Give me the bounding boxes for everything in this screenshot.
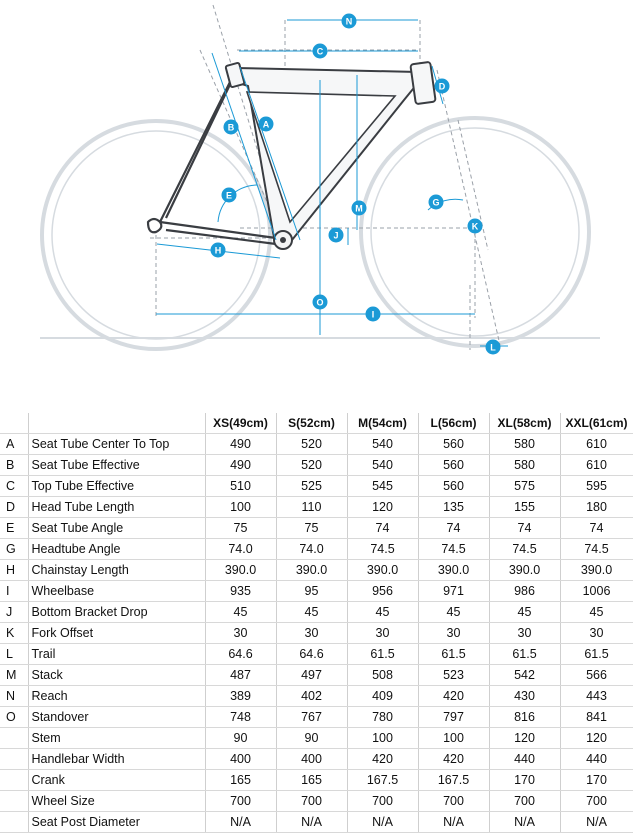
row-value: 409 [347,686,418,707]
row-value: 74 [489,518,560,539]
geometry-table [0,413,633,833]
row-value: 30 [418,623,489,644]
row-value: 525 [276,476,347,497]
row-letter [0,770,28,791]
row-value: 400 [205,749,276,770]
row-value: 508 [347,665,418,686]
dimension-label-g [429,195,444,210]
row-value: 430 [489,686,560,707]
row-value: 74 [418,518,489,539]
row-value: 700 [205,791,276,812]
label-letter: E [225,190,233,201]
row-value: 971 [418,581,489,602]
row-value: 816 [489,707,560,728]
dimension-label-h [211,243,226,258]
label-letter: I [371,309,375,320]
row-value: 155 [489,497,560,518]
size-header: XXL(61cm) [560,413,633,434]
row-name: Head Tube Length [28,497,205,518]
bike-geometry-diagram [0,0,633,360]
table-row [0,665,633,686]
label-letter: A [262,119,270,130]
row-value: 580 [489,455,560,476]
row-value: 90 [276,728,347,749]
size-header: S(52cm) [276,413,347,434]
row-value: 700 [489,791,560,812]
row-letter [0,791,28,812]
row-value: N/A [489,812,560,833]
row-name: Wheel Size [28,791,205,812]
row-value: 390.0 [276,560,347,581]
row-value: 390.0 [560,560,633,581]
dimension-label-i [366,307,381,322]
row-value: 74 [560,518,633,539]
row-value: 167.5 [347,770,418,791]
row-value: 390.0 [347,560,418,581]
row-value: 95 [276,581,347,602]
label-letter: O [316,297,324,308]
dimension-label-o [313,295,328,310]
row-value: 110 [276,497,347,518]
row-value: 45 [418,602,489,623]
row-letter: D [0,497,28,518]
row-value: 45 [276,602,347,623]
row-value: N/A [560,812,633,833]
row-name: Seat Tube Effective [28,455,205,476]
row-value: 100 [418,728,489,749]
row-letter [0,749,28,770]
label-letter: L [490,342,496,353]
row-value: N/A [205,812,276,833]
row-value: 30 [205,623,276,644]
row-value: 170 [560,770,633,791]
row-letter: N [0,686,28,707]
label-letter: H [214,245,222,256]
row-value: 420 [347,749,418,770]
row-value: N/A [276,812,347,833]
dimension-label-a [259,117,274,132]
row-name: Handlebar Width [28,749,205,770]
row-name: Reach [28,686,205,707]
row-value: 61.5 [489,644,560,665]
table-row [0,770,633,791]
row-value: 45 [560,602,633,623]
row-value: 440 [560,749,633,770]
table-row [0,686,633,707]
row-value: 610 [560,455,633,476]
label-letter: G [432,197,440,208]
table-row [0,602,633,623]
row-value: 748 [205,707,276,728]
row-value: 566 [560,665,633,686]
row-value: 490 [205,434,276,455]
row-name: Headtube Angle [28,539,205,560]
row-value: 440 [489,749,560,770]
row-letter: H [0,560,28,581]
row-letter [0,728,28,749]
label-letter: B [227,122,235,133]
dimension-label-b [224,120,239,135]
row-value: 595 [560,476,633,497]
row-letter: G [0,539,28,560]
row-letter: L [0,644,28,665]
row-value: 135 [418,497,489,518]
header-blank-letter [0,413,28,434]
row-name: Fork Offset [28,623,205,644]
dimension-label-m [352,201,367,216]
row-value: 420 [418,749,489,770]
table-row [0,434,633,455]
row-value: 74 [347,518,418,539]
row-letter: K [0,623,28,644]
label-letter: C [316,46,324,57]
row-value: 30 [560,623,633,644]
dimension-label-d [435,79,450,94]
row-value: 797 [418,707,489,728]
row-value: 510 [205,476,276,497]
table-row [0,644,633,665]
size-header: XL(58cm) [489,413,560,434]
table-row [0,539,633,560]
row-value: 180 [560,497,633,518]
row-value: 520 [276,455,347,476]
row-value: 1006 [560,581,633,602]
row-value: 120 [560,728,633,749]
row-value: 580 [489,434,560,455]
table-row [0,581,633,602]
row-value: 74.5 [560,539,633,560]
row-name: Stack [28,665,205,686]
size-header: M(54cm) [347,413,418,434]
row-name: Stem [28,728,205,749]
row-value: 780 [347,707,418,728]
row-value: 165 [205,770,276,791]
row-name: Chainstay Length [28,560,205,581]
row-value: 560 [418,434,489,455]
row-value: 30 [276,623,347,644]
row-value: 610 [560,434,633,455]
table-row [0,623,633,644]
row-value: 75 [205,518,276,539]
row-value: 497 [276,665,347,686]
row-value: 61.5 [418,644,489,665]
row-name: Wheelbase [28,581,205,602]
row-value: 45 [205,602,276,623]
row-letter: B [0,455,28,476]
row-value: 389 [205,686,276,707]
row-value: 560 [418,476,489,497]
dimension-label-l [486,340,501,355]
row-value: 390.0 [418,560,489,581]
row-value: 841 [560,707,633,728]
row-name: Bottom Bracket Drop [28,602,205,623]
row-name: Standover [28,707,205,728]
row-letter: C [0,476,28,497]
row-value: 120 [489,728,560,749]
table-row [0,728,633,749]
dimension-label-k [468,219,483,234]
row-value: 986 [489,581,560,602]
row-value: 700 [347,791,418,812]
row-value: 75 [276,518,347,539]
row-value: 74.0 [205,539,276,560]
row-value: 64.6 [205,644,276,665]
dimension-label-e [222,188,237,203]
row-value: 540 [347,434,418,455]
table-row [0,518,633,539]
row-value: 170 [489,770,560,791]
table-row [0,476,633,497]
row-value: 390.0 [489,560,560,581]
row-name: Seat Post Diameter [28,812,205,833]
label-letter: D [438,81,446,92]
row-value: 540 [347,455,418,476]
row-value: 575 [489,476,560,497]
row-value: N/A [347,812,418,833]
dimension-label-c [313,44,328,59]
dimension-label-n [342,14,357,29]
size-header: XS(49cm) [205,413,276,434]
row-value: 560 [418,455,489,476]
row-letter: M [0,665,28,686]
table-row [0,707,633,728]
row-letter: O [0,707,28,728]
row-value: 74.5 [489,539,560,560]
row-value: 167.5 [418,770,489,791]
row-value: 120 [347,497,418,518]
row-value: 700 [560,791,633,812]
row-value: 74.5 [418,539,489,560]
label-letter: K [471,221,479,232]
table-row [0,455,633,476]
size-header: L(56cm) [418,413,489,434]
table-row [0,812,633,833]
row-value: 523 [418,665,489,686]
table-header-row [0,413,633,434]
dimension-label-j [329,228,344,243]
row-letter: E [0,518,28,539]
row-value: 74.5 [347,539,418,560]
row-value: 487 [205,665,276,686]
row-value: 30 [489,623,560,644]
row-letter [0,812,28,833]
row-value: 420 [418,686,489,707]
row-value: 490 [205,455,276,476]
row-value: 700 [276,791,347,812]
header-blank-name [28,413,205,434]
label-letter: J [333,230,339,241]
row-value: 767 [276,707,347,728]
dimension-labels [211,14,501,355]
row-letter: I [0,581,28,602]
row-name: Seat Tube Center To Top [28,434,205,455]
row-value: 700 [418,791,489,812]
row-value: 400 [276,749,347,770]
row-value: 64.6 [276,644,347,665]
row-value: 100 [347,728,418,749]
row-value: 45 [489,602,560,623]
row-letter: A [0,434,28,455]
table-row [0,749,633,770]
row-value: 443 [560,686,633,707]
row-value: 90 [205,728,276,749]
row-value: 45 [347,602,418,623]
row-name: Seat Tube Angle [28,518,205,539]
row-name: Trail [28,644,205,665]
row-value: 74.0 [276,539,347,560]
row-name: Crank [28,770,205,791]
table-row [0,497,633,518]
row-value: 545 [347,476,418,497]
label-letter: N [345,16,353,27]
table-row [0,560,633,581]
row-value: 935 [205,581,276,602]
row-value: 402 [276,686,347,707]
row-name: Top Tube Effective [28,476,205,497]
table-row [0,791,633,812]
row-value: 542 [489,665,560,686]
row-letter: J [0,602,28,623]
label-letter: M [355,203,363,214]
row-value: N/A [418,812,489,833]
row-value: 520 [276,434,347,455]
row-value: 165 [276,770,347,791]
row-value: 956 [347,581,418,602]
row-value: 390.0 [205,560,276,581]
row-value: 61.5 [347,644,418,665]
row-value: 30 [347,623,418,644]
row-value: 61.5 [560,644,633,665]
row-value: 100 [205,497,276,518]
